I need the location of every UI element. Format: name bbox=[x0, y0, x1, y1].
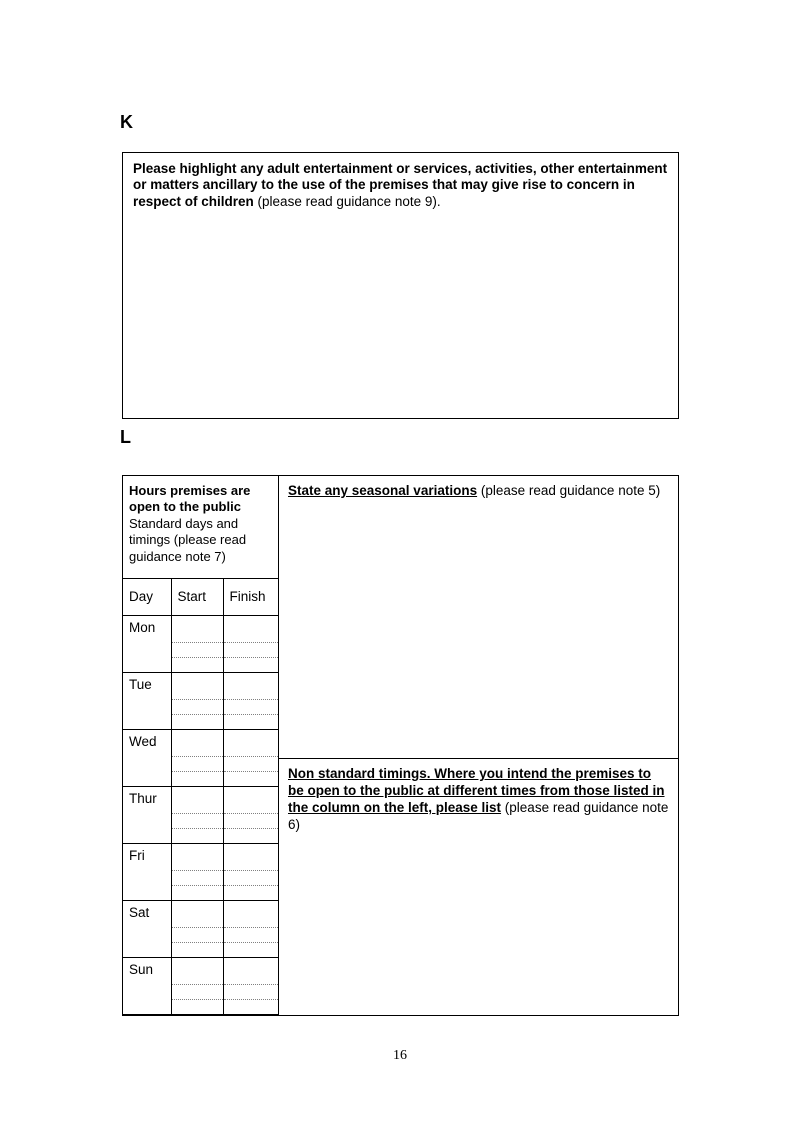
wed-start-cell-2[interactable] bbox=[171, 756, 223, 771]
section-k-prompt-bold: Please highlight any adult entertainment or services, activities, other entertainment or matters ancillary to the use of the premises that may give rise to concern in respect of children bbox=[133, 161, 668, 209]
seasonal-variations-field[interactable] bbox=[279, 476, 678, 759]
wed-finish-cell-1[interactable] bbox=[223, 729, 278, 756]
tue-finish-cell-3[interactable] bbox=[223, 714, 278, 729]
tue-start-cell-1[interactable] bbox=[171, 672, 223, 699]
mon-start-cell-2[interactable] bbox=[171, 642, 223, 657]
seasonal-title-bold: State any seasonal variations bbox=[288, 483, 478, 498]
column-header-start: Start bbox=[171, 579, 223, 615]
day-label-sun: Sun bbox=[123, 957, 171, 1014]
non-standard-timings-field[interactable] bbox=[279, 759, 678, 1015]
sun-finish-cell-1[interactable] bbox=[223, 957, 278, 984]
fri-finish-cell-3[interactable] bbox=[223, 885, 278, 900]
non-standard-prompt bbox=[288, 766, 669, 834]
thur-finish-cell-3[interactable] bbox=[223, 828, 278, 843]
sat-start-cell-3[interactable] bbox=[171, 942, 223, 957]
day-row-thur bbox=[123, 786, 278, 813]
tue-start-cell-2[interactable] bbox=[171, 699, 223, 714]
seasonal-variations-prompt bbox=[288, 483, 669, 500]
column-header-finish: Finish bbox=[223, 579, 278, 615]
hours-column-header bbox=[123, 476, 278, 579]
tue-finish-cell-2[interactable] bbox=[223, 699, 278, 714]
sun-finish-cell-2[interactable] bbox=[223, 984, 278, 999]
thur-start-cell-2[interactable] bbox=[171, 813, 223, 828]
hours-table-header-row bbox=[123, 579, 278, 615]
day-row-fri bbox=[123, 843, 278, 870]
mon-start-cell-3[interactable] bbox=[171, 657, 223, 672]
page-number: 16 bbox=[393, 1048, 407, 1063]
hours-column bbox=[123, 476, 279, 1015]
day-row-mon bbox=[123, 615, 278, 642]
day-label-sat: Sat bbox=[123, 900, 171, 957]
sat-finish-cell-2[interactable] bbox=[223, 927, 278, 942]
column-header-day: Day bbox=[123, 579, 171, 615]
tue-start-cell-3[interactable] bbox=[171, 714, 223, 729]
sat-finish-cell-1[interactable] bbox=[223, 900, 278, 927]
sat-start-cell-2[interactable] bbox=[171, 927, 223, 942]
sun-finish-cell-3[interactable] bbox=[223, 999, 278, 1014]
thur-finish-cell-2[interactable] bbox=[223, 813, 278, 828]
thur-start-cell-1[interactable] bbox=[171, 786, 223, 813]
fri-finish-cell-1[interactable] bbox=[223, 843, 278, 870]
day-row-sat bbox=[123, 900, 278, 927]
fri-start-cell-2[interactable] bbox=[171, 870, 223, 885]
fri-start-cell-1[interactable] bbox=[171, 843, 223, 870]
fri-start-cell-3[interactable] bbox=[171, 885, 223, 900]
section-k-prompt bbox=[133, 161, 668, 210]
variations-column bbox=[279, 476, 678, 1015]
sat-finish-cell-3[interactable] bbox=[223, 942, 278, 957]
sat-start-cell-1[interactable] bbox=[171, 900, 223, 927]
wed-finish-cell-3[interactable] bbox=[223, 771, 278, 786]
section-k-prompt-rest: (please read guidance note 9). bbox=[253, 193, 441, 209]
thur-start-cell-3[interactable] bbox=[171, 828, 223, 843]
section-k-field[interactable] bbox=[122, 152, 679, 419]
non-standard-title-rest: (please read guidance note 6) bbox=[288, 799, 669, 832]
tue-finish-cell-1[interactable] bbox=[223, 672, 278, 699]
day-label-mon: Mon bbox=[123, 615, 171, 672]
wed-start-cell-1[interactable] bbox=[171, 729, 223, 756]
day-row-tue bbox=[123, 672, 278, 699]
mon-finish-cell-2[interactable] bbox=[223, 642, 278, 657]
day-label-thur: Thur bbox=[123, 786, 171, 843]
day-row-sun bbox=[123, 957, 278, 984]
mon-finish-cell-3[interactable] bbox=[223, 657, 278, 672]
sun-start-cell-3[interactable] bbox=[171, 999, 223, 1014]
day-label-fri: Fri bbox=[123, 843, 171, 900]
thur-finish-cell-1[interactable] bbox=[223, 786, 278, 813]
wed-start-cell-3[interactable] bbox=[171, 771, 223, 786]
mon-start-cell-1[interactable] bbox=[171, 615, 223, 642]
day-label-wed: Wed bbox=[123, 729, 171, 786]
section-k-answer-area[interactable] bbox=[133, 210, 668, 410]
hours-title-rest: Standard days and timings (please read guidance note 7) bbox=[129, 515, 247, 564]
day-row-wed bbox=[123, 729, 278, 756]
seasonal-title-rest: (please read guidance note 5) bbox=[477, 483, 661, 498]
fri-finish-cell-2[interactable] bbox=[223, 870, 278, 885]
sun-start-cell-2[interactable] bbox=[171, 984, 223, 999]
section-l-box bbox=[122, 475, 679, 1016]
wed-finish-cell-2[interactable] bbox=[223, 756, 278, 771]
sun-start-cell-1[interactable] bbox=[171, 957, 223, 984]
section-l-heading: L bbox=[120, 427, 131, 447]
mon-finish-cell-1[interactable] bbox=[223, 615, 278, 642]
hours-table bbox=[123, 579, 278, 1015]
non-standard-title-bold: Non standard timings. Where you intend the premises to be open to the public at different times from those listed in the column on the left, please list bbox=[288, 766, 665, 815]
hours-title-bold: Hours premises are open to the public bbox=[129, 483, 251, 515]
section-k-heading: K bbox=[120, 112, 133, 132]
day-label-tue: Tue bbox=[123, 672, 171, 729]
